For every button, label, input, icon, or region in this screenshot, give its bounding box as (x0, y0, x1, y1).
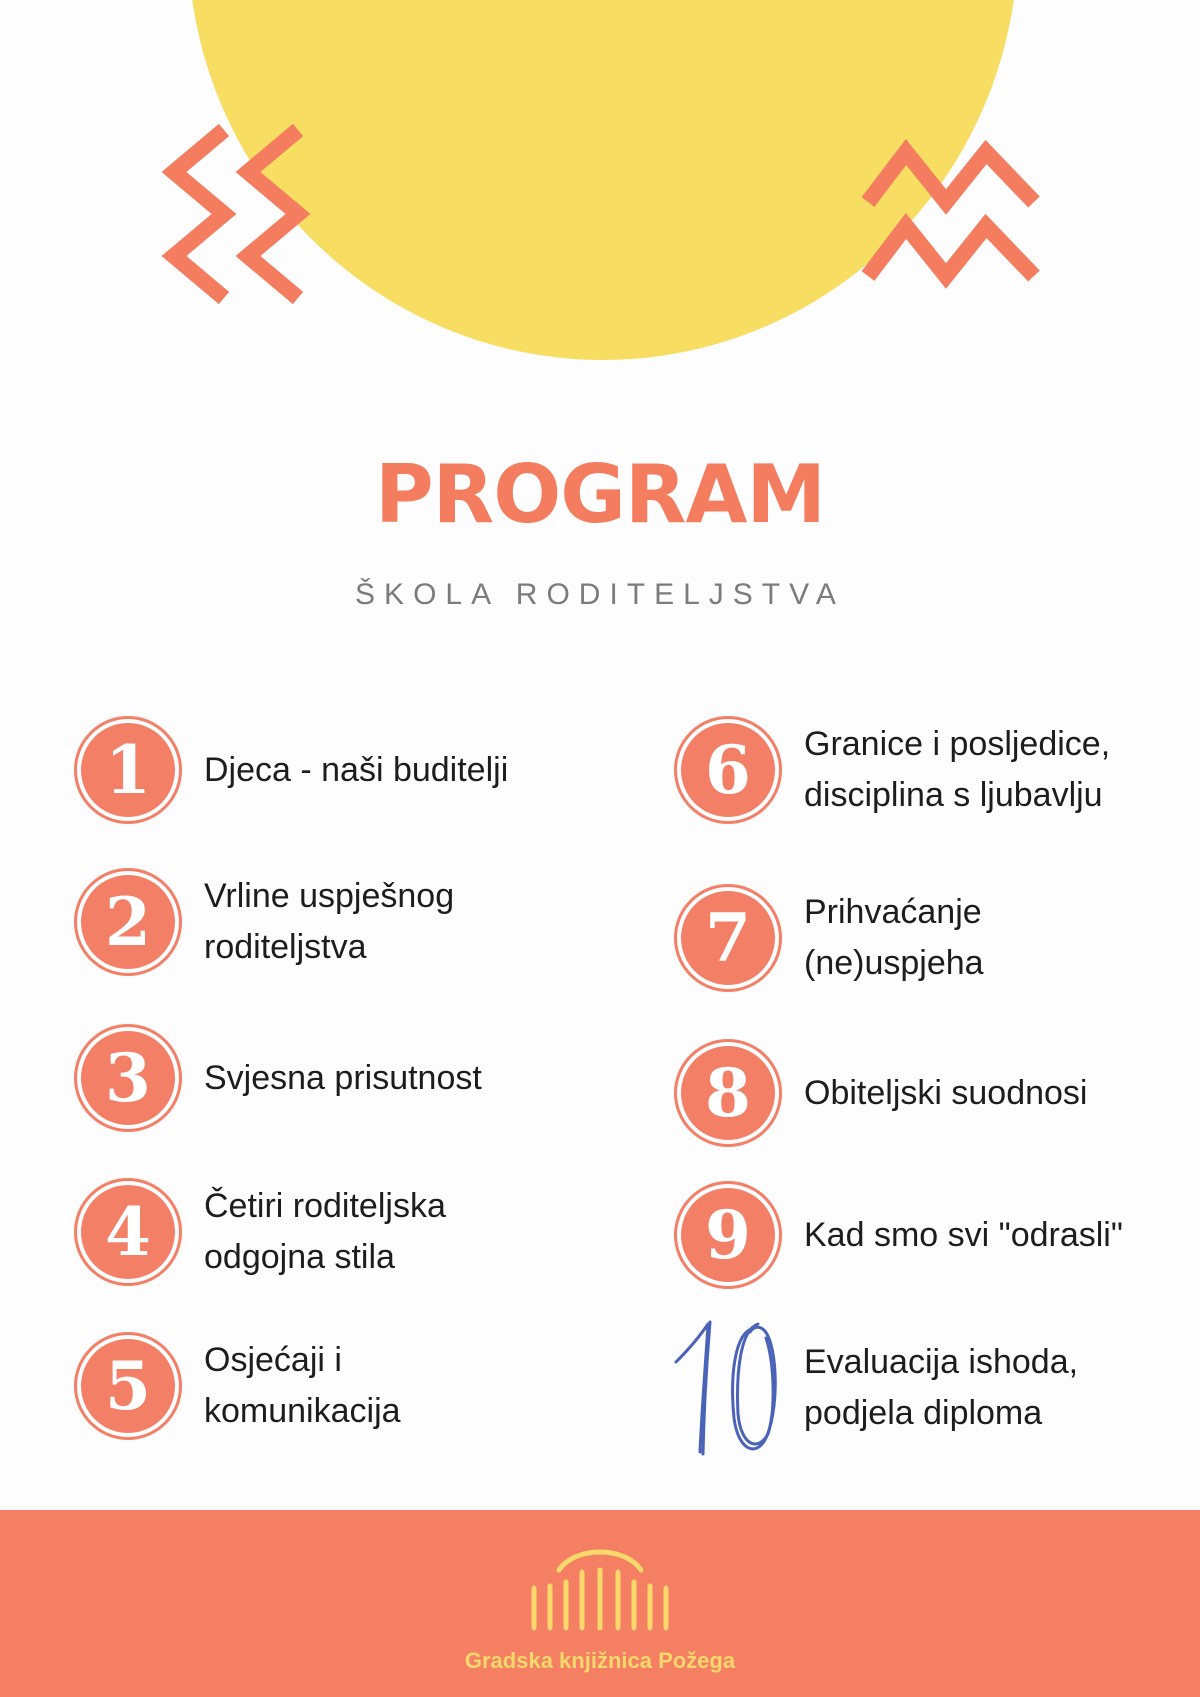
program-item-10 (674, 1318, 1078, 1458)
library-columns-icon (525, 1542, 675, 1634)
zigzag-right-decoration (862, 134, 1042, 294)
zigzag-left-decoration (160, 120, 320, 310)
number-badge: 1 (74, 716, 182, 824)
number-badge: 4 (74, 1178, 182, 1286)
program-item-3 (74, 1024, 482, 1132)
program-item-7 (674, 884, 984, 992)
program-item-6 (674, 716, 1110, 824)
library-name: Gradska knjižnica Požega (464, 1648, 736, 1673)
page-subtitle: ŠKOLA RODITELJSTVA (355, 578, 845, 611)
program-item-5 (74, 1332, 401, 1440)
number-badge: 5 (74, 1332, 182, 1440)
handwritten-number-ten (674, 1318, 782, 1458)
number-badge: 8 (674, 1039, 782, 1147)
program-item-label: Svjesna prisutnost (204, 1058, 482, 1097)
page-title: PROGRAM (374, 448, 826, 541)
program-item-4 (74, 1178, 446, 1286)
number-badge: 6 (674, 716, 782, 824)
program-item-label: Vrline uspješnog roditeljstva (204, 877, 455, 966)
program-item-label: Granice i posljedice, disciplina s ljubavlju (804, 725, 1111, 814)
program-item-label: Kad smo svi "odrasli" (804, 1215, 1123, 1254)
number-badge: 2 (74, 868, 182, 976)
program-item-label: Djeca - naši buditelji (204, 750, 509, 789)
number-badge: 9 (674, 1181, 782, 1289)
program-item-label: Četiri roditeljska odgojna stila (204, 1187, 446, 1276)
program-item-label: Evaluacija ishoda, podjela diploma (804, 1343, 1079, 1432)
number-badge: 7 (674, 884, 782, 992)
program-item-9 (674, 1181, 1123, 1289)
program-item-2 (74, 868, 454, 976)
handwritten-ten-icon (674, 1318, 782, 1458)
program-item-1 (74, 716, 508, 824)
number-badge: 3 (74, 1024, 182, 1132)
program-item-label: Obiteljski suodnosi (804, 1073, 1088, 1112)
program-item-label: Osjećaji i komunikacija (204, 1341, 401, 1430)
program-item-8 (674, 1039, 1087, 1147)
program-item-label: Prihvaćanje (ne)uspjeha (804, 893, 984, 982)
